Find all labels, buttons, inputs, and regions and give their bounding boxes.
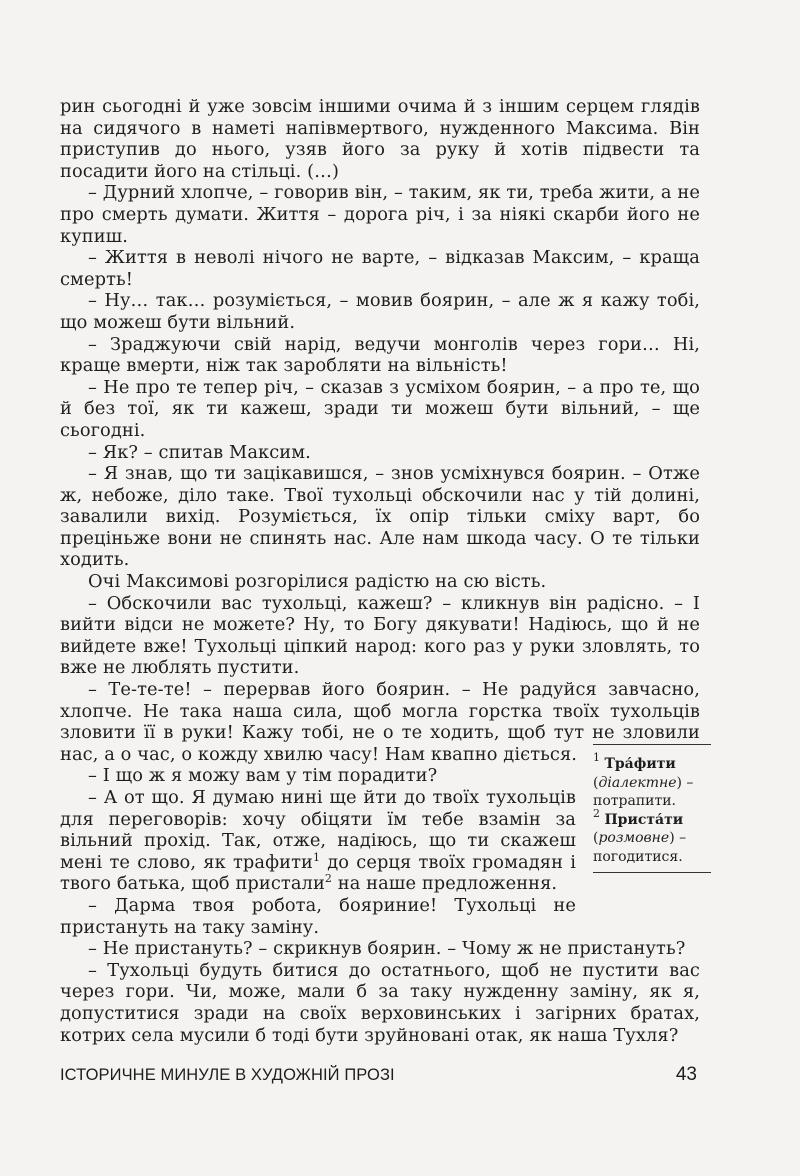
paragraph: – Не пристануть? – скрикнув боярин. – Чому ж не пристануть? (88, 938, 686, 960)
paragraph: – Те-те-те! – перервав його боярин. – Не радуйся завчасно, хлопче. Не така наша сила, щоб могла горстка твоїх тухольців зловити її в руки! Кажу тобі, не о те ходить, щоб тут не зловили нас, а о час, о кожду хвилю часу! Нам квапно діється. (60, 679, 700, 765)
paragraph: – Обскочили вас тухольці, кажеш? – кликнув він радісно. – І вийти відси не можете? Ну, то Богу дякувати! Надіюсь, що й не вийдете вже! Тухольці ціпкий народ: кого раз у руки зловлять, то вже не люблять пустити. (60, 592, 700, 679)
paragraph: – І що ж я можу вам у тім порадити? (88, 765, 438, 787)
paragraph-text: на наше предложення. (332, 873, 558, 895)
paragraph-text: – А от що. Я думаю нині ще йти до твоїх тухольців для переговорів: хочу обіцяти їм тебе взамін за вільний прохід. Так, отже, надіюсь, що ти скажеш мені те слово, як трафити (60, 787, 576, 873)
paragraph: – Як? – спитав Максим. (88, 441, 311, 463)
footnotes-box (593, 744, 711, 873)
running-footer-title: ІСТОРИЧНЕ МИНУЛЕ В ХУДОЖНІЙ ПРОЗІ (60, 1066, 395, 1084)
footnote-1: $^1$ Тра́фити (діалектне) – потрапити. (593, 751, 694, 809)
footnote-number: 1 (593, 751, 600, 764)
footnote-term: Тра́фити (604, 756, 676, 772)
paragraph: – Я знав, що ти зацікавишся, – знов усміхнувся боярин. – Отже ж, небоже, діло таке. Твої тухольці обскочили нас у тій долині, завалили вихід. Розуміється, їх опір тільки сміху варт, бо преціньже вони не спинять нас. Але нам шкода часу. О те тільки ходить. (60, 463, 700, 571)
paragraph-text: до серця твоїх громадян і твого батька, щоб пристали (60, 851, 576, 895)
paragraph: – Зраджуючи свій нарід, ведучи монголів через гори… Ні, краще вмерти, ніж так заробляти на вільність! (60, 333, 700, 377)
footnote-definition: потрапити. (593, 793, 677, 809)
page-number: 43 (675, 1064, 697, 1085)
paragraph: рин сьогодні й уже зовсім іншими очима й з іншим серцем глядів на сидячого в наметі напівмертвого, нужденного Максима. Він приступив до нього, узяв його за руку й хотів підвести та посадити його на стільці. (…) (60, 96, 700, 182)
footnote-marker-2: 2 (324, 872, 332, 886)
footnote-usage-tag: розмовне (598, 830, 670, 846)
story-text (60, 96, 700, 1046)
footnote-term: Приста́ти (604, 811, 684, 828)
footnote-marker-1: 1 (312, 850, 321, 864)
paragraph: – Не про те тепер річ, – сказав з усміхом боярин, – а про те, що й без тої, як ти кажеш, зради ти можеш бути вільний, – ще сьогодні. (60, 376, 700, 441)
paragraph: – Життя в неволі нічого не варте, – відказав Максим, – краща смерть! (60, 247, 700, 290)
footnote-usage-tag: діалектне (598, 774, 677, 791)
paragraph: – Дарма твоя робота, бояриние! Тухольці не пристануть на таку заміну. (60, 894, 576, 938)
paragraph: – Тухольці будуть битися до остатнього, щоб не пустити вас через гори. Чи, може, мали б за таку нужденну заміну, як я, допуститися зради на своїх верховинських і загірних братах, котрих села мусили б тоді бути зруйновані отак, як наша Тухля? (60, 959, 700, 1046)
footnote-2: $^2$ Приста́ти (розмовне) – погодитися. (593, 806, 687, 865)
paragraph-with-footnotes (60, 787, 576, 895)
paragraph: – Ну… так… розуміється, – мовив боярин, – але ж я кажу тобі, що можеш бути вільний. (60, 290, 700, 333)
paragraph: Очі Максимові розгорілися радістю на сю вість. (88, 571, 547, 593)
paragraph: – Дурний хлопче, – говорив він, – таким, як ти, треба жити, а не про смерть думати. Життя – дорога річ, і за ніякі скарби його не купиш. (60, 182, 700, 247)
footnote-number: 2 (593, 806, 600, 820)
footnote-definition: погодитися. (593, 848, 683, 865)
